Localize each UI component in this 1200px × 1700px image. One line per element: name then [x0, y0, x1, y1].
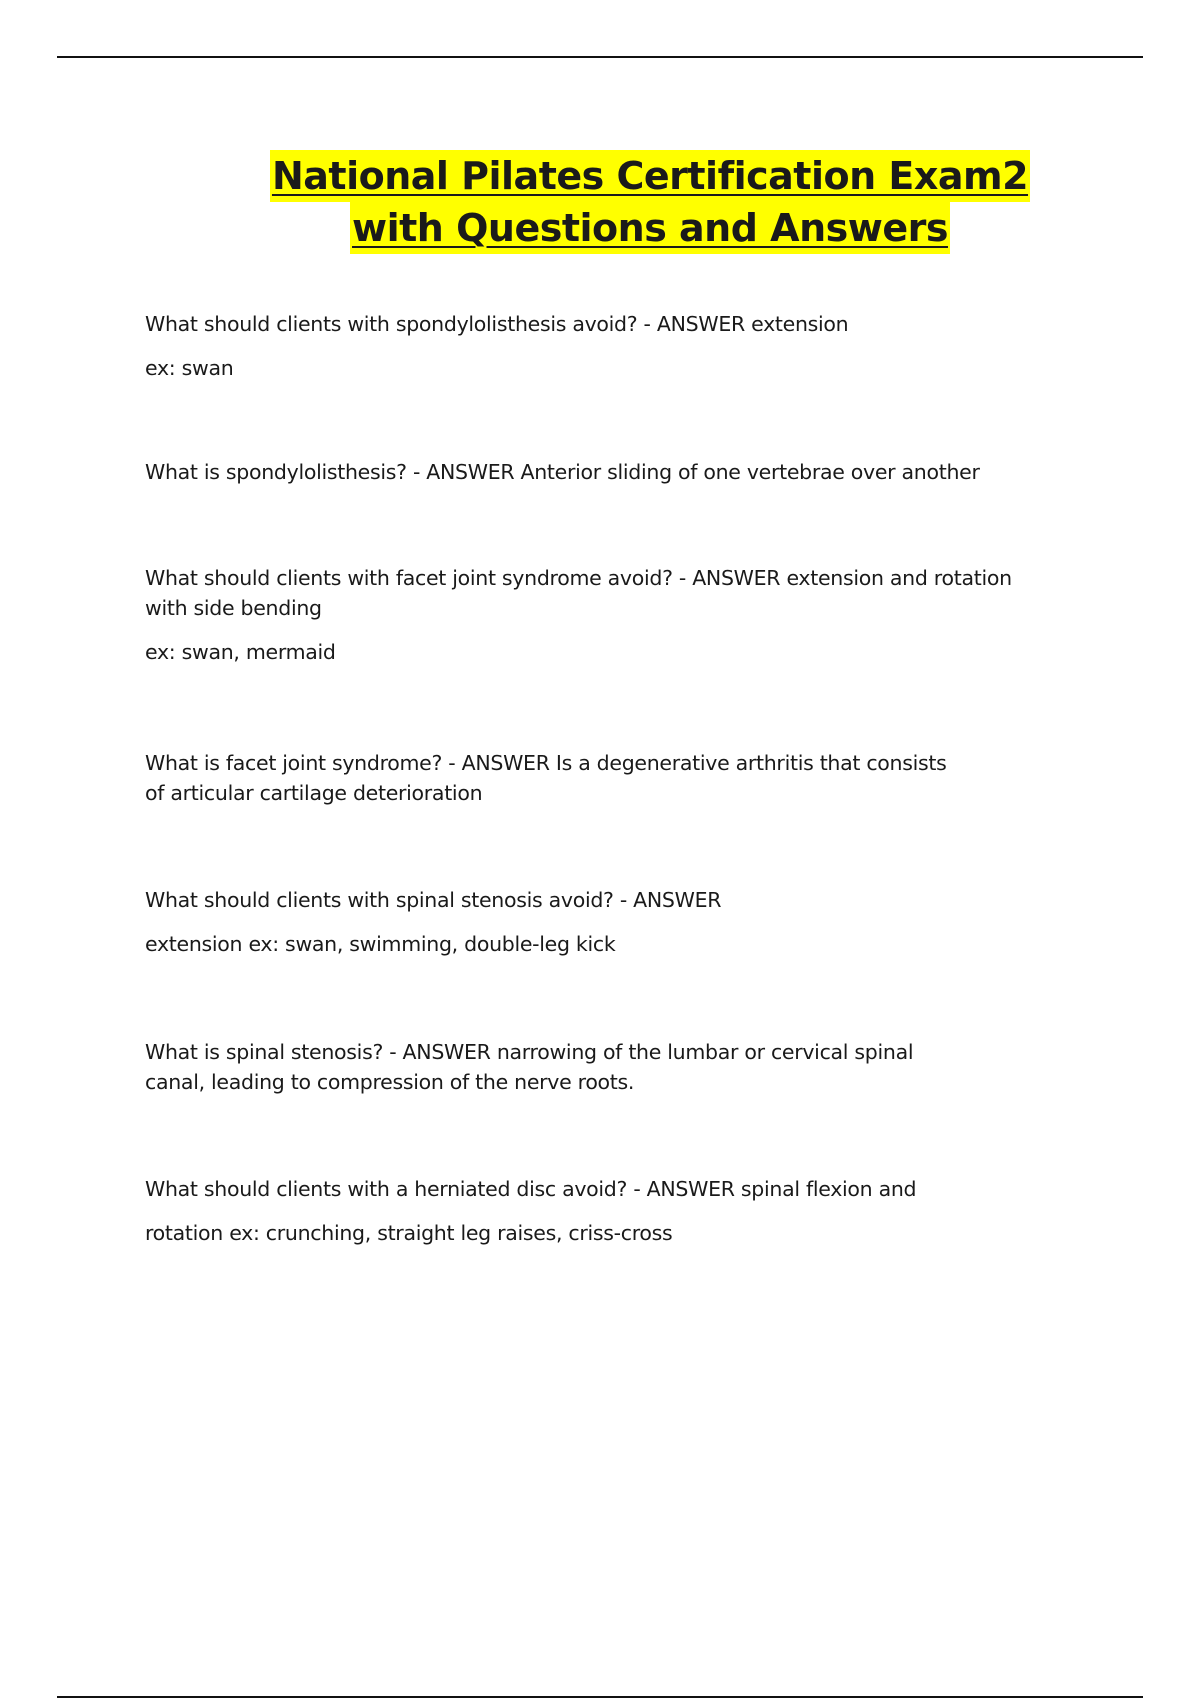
qa-question-answer: What should clients with spondylolisthesis avoid? - ANSWER extension: [145, 312, 849, 336]
qa-item-6: [145, 1037, 1085, 1097]
qa-item-7: [145, 1174, 1085, 1248]
title-line-1: National Pilates Certification Exam2: [270, 150, 1030, 202]
qa-question-answer: What is spinal stenosis? - ANSWER narrowing of the lumbar or cervical spinal canal, leading to compression of the nerve roots.: [145, 1040, 914, 1094]
qa-question-answer: What is facet joint syndrome? - ANSWER Is a degenerative arthritis that consists of articular cartilage deterioration: [145, 751, 947, 805]
qa-example: ex: swan, mermaid: [145, 640, 336, 664]
qa-example: ex: swan: [145, 356, 234, 380]
qa-question-answer: What should clients with a herniated disc avoid? - ANSWER spinal flexion and: [145, 1177, 917, 1201]
title-line-2: with Questions and Answers: [350, 202, 950, 254]
document-title: [140, 150, 1160, 254]
qa-item-5: [145, 885, 1085, 959]
qa-item-2: [145, 457, 1085, 487]
top-rule: [57, 56, 1143, 58]
qa-question-answer: What should clients with facet joint syndrome avoid? - ANSWER extension and rotation with side bending: [145, 566, 1012, 620]
qa-question-answer: What should clients with spinal stenosis avoid? - ANSWER: [145, 888, 722, 912]
qa-item-3: [145, 563, 1085, 667]
bottom-rule: [57, 1696, 1143, 1698]
qa-example: extension ex: swan, swimming, double-leg kick: [145, 932, 616, 956]
qa-item-4: [145, 748, 1085, 808]
qa-question-answer: What is spondylolisthesis? - ANSWER Anterior sliding of one vertebrae over another: [145, 460, 980, 484]
qa-item-1: [145, 309, 1085, 383]
qa-example: rotation ex: crunching, straight leg raises, criss-cross: [145, 1221, 673, 1245]
